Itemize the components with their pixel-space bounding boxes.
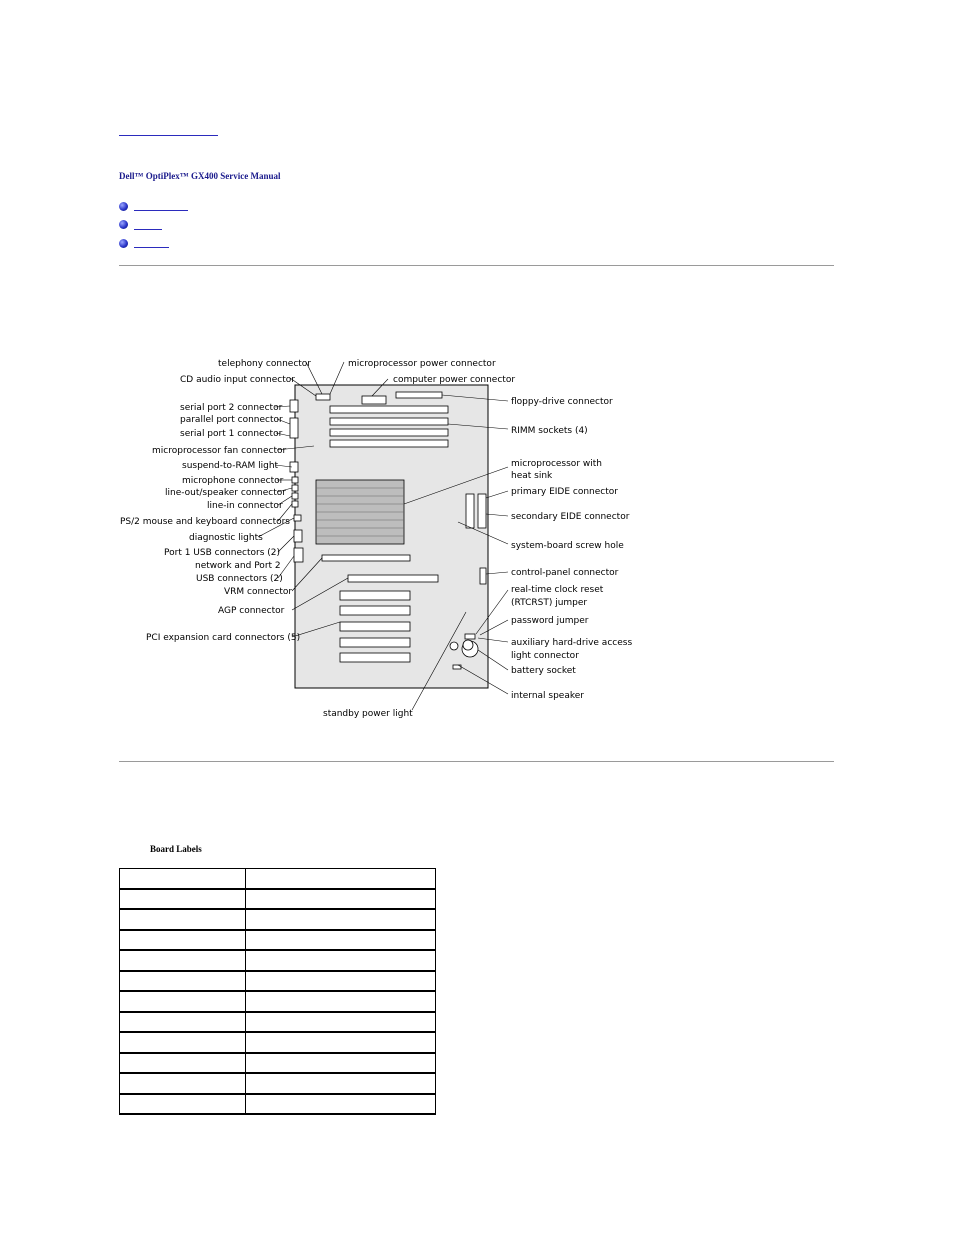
description-cell (246, 909, 436, 930)
label-aux-hdd: auxiliary hard-drive access (511, 638, 633, 648)
label-telephony-connector: telephony connector (218, 359, 312, 369)
description-cell (246, 971, 436, 992)
label-rtcrst: (RTCRST) jumper (511, 598, 588, 608)
label-cell (120, 889, 246, 910)
label-port1-usb: Port 1 USB connectors (2) (164, 548, 281, 558)
table-row (120, 971, 436, 992)
heat-sink (316, 480, 404, 544)
left-labels (120, 359, 311, 643)
label-secondary-eide: secondary EIDE connector (511, 512, 630, 522)
label-cpu-power: microprocessor power connector (348, 359, 496, 369)
description-cell (246, 991, 436, 1012)
nav-link-1[interactable] (134, 201, 188, 211)
description-cell (246, 869, 436, 889)
label-cpu-fan: microprocessor fan connector (152, 446, 287, 456)
nav-item (119, 197, 188, 216)
divider-1 (119, 265, 834, 266)
table-row (120, 889, 436, 910)
description-cell (246, 1053, 436, 1074)
label-computer-power: computer power connector (393, 375, 516, 385)
table-row (120, 909, 436, 930)
description-cell (246, 1073, 436, 1094)
description-cell (246, 930, 436, 951)
top-link[interactable] (119, 126, 218, 136)
label-cell (120, 1032, 246, 1053)
label-line-in: line-in connector (207, 501, 283, 511)
top-labels (348, 359, 515, 385)
label-cell (120, 1012, 246, 1033)
table-row (120, 1032, 436, 1053)
label-serial-port-2: serial port 2 connector (180, 403, 283, 413)
table-row (120, 1073, 436, 1094)
label-rimm: RIMM sockets (4) (511, 426, 588, 436)
label-parallel-port: parallel port connector (180, 415, 283, 425)
table-row (120, 869, 436, 889)
section-nav (119, 197, 188, 253)
label-line-out: line-out/speaker connector (165, 488, 286, 498)
label-vrm: VRM connector (224, 587, 293, 597)
manual-title: Dell™ OptiPlex™ GX400 Service Manual (119, 171, 281, 181)
table-row (120, 1012, 436, 1033)
nav-link-3[interactable] (134, 238, 169, 248)
label-cell (120, 971, 246, 992)
divider-2 (119, 761, 834, 762)
label-ps2: PS/2 mouse and keyboard connectors (120, 517, 290, 527)
nav-item (119, 216, 188, 235)
table-row (120, 1094, 436, 1115)
label-cpu: microprocessor with (511, 459, 602, 469)
label-standby-light: standby power light (323, 709, 413, 719)
label-floppy: floppy-drive connector (511, 397, 613, 407)
bullet-icon (119, 202, 128, 211)
table-row (120, 1053, 436, 1074)
label-heat-sink: heat sink (511, 471, 553, 481)
description-cell (246, 889, 436, 910)
table-row (120, 991, 436, 1012)
right-labels (511, 397, 632, 701)
board-labels-table (119, 868, 436, 1115)
bullet-icon (119, 239, 128, 248)
label-agp: AGP connector (218, 606, 285, 616)
label-control-panel: control-panel connector (511, 568, 619, 578)
label-light-connector: light connector (511, 651, 579, 661)
nav-item (119, 234, 188, 253)
label-microphone: microphone connector (182, 476, 284, 486)
label-network-port2: network and Port 2 (195, 561, 281, 571)
description-cell (246, 1032, 436, 1053)
label-cell (120, 1073, 246, 1094)
label-cd-audio: CD audio input connector (180, 375, 295, 385)
label-cell (120, 869, 246, 889)
label-diagnostic-lights: diagnostic lights (189, 533, 263, 543)
bottom-labels (323, 709, 413, 719)
label-cell (120, 991, 246, 1012)
label-pci: PCI expansion card connectors (5) (146, 633, 301, 643)
label-cell (120, 930, 246, 951)
label-cell (120, 1053, 246, 1074)
label-password: password jumper (511, 616, 589, 626)
description-cell (246, 950, 436, 971)
table-caption: Board Labels (150, 844, 202, 854)
label-serial-port-1: serial port 1 connector (180, 429, 283, 439)
table-row (120, 930, 436, 951)
label-cell (120, 950, 246, 971)
table-row (120, 950, 436, 971)
label-primary-eide: primary EIDE connector (511, 487, 618, 497)
label-suspend-light: suspend-to-RAM light (182, 461, 279, 471)
label-cell (120, 909, 246, 930)
system-board-diagram (120, 352, 640, 722)
label-usb-connectors: USB connectors (2) (196, 574, 283, 584)
description-cell (246, 1094, 436, 1115)
description-cell (246, 1012, 436, 1033)
bullet-icon (119, 220, 128, 229)
label-screw-hole: system-board screw hole (511, 541, 624, 551)
label-speaker: internal speaker (511, 691, 584, 701)
nav-link-2[interactable] (134, 220, 162, 230)
label-cell (120, 1094, 246, 1115)
label-battery: battery socket (511, 666, 576, 676)
label-rtc-reset: real-time clock reset (511, 585, 604, 595)
